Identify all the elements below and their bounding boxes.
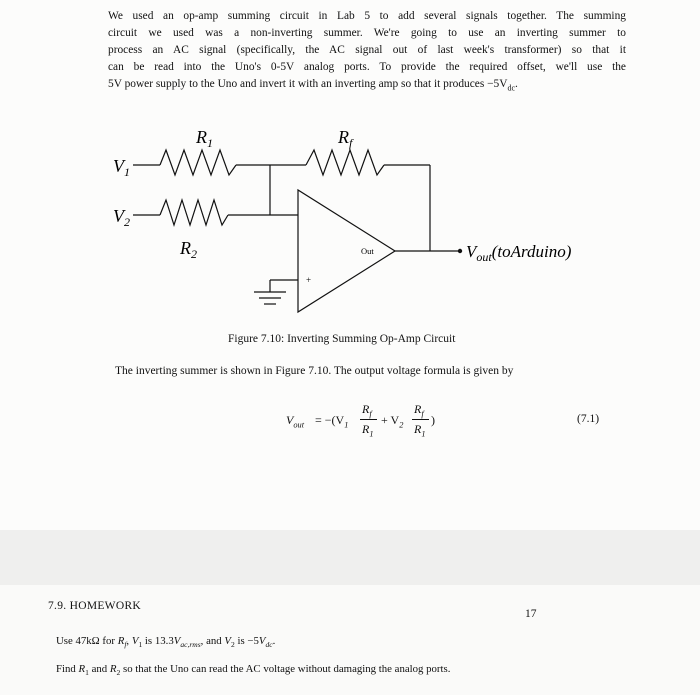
intro-sub: dc	[507, 83, 515, 93]
rf-label: $R_f$	[338, 127, 353, 150]
intro-line: can be read into the Uno's 0-5V analog ports. To provide the required offset, we'll use the	[108, 61, 626, 73]
intro-period: .	[514, 78, 518, 90]
plus-pin-label: +	[306, 275, 312, 285]
eq-frac2-den: $R_1$	[414, 422, 426, 439]
eq-frac1-den: $R_1$	[362, 422, 374, 439]
r2-resistor	[160, 200, 228, 225]
op-amp-circuit-diagram	[0, 0, 700, 330]
eq-lhs: $V_{out}$	[286, 413, 305, 430]
eq-frac2-num: $R_f$	[414, 402, 424, 419]
page-gap	[0, 530, 700, 585]
v2-label: $V_2$	[113, 206, 130, 229]
eq-plus: + $V_2$	[381, 413, 404, 430]
summary-sentence: The inverting summer is shown in Figure 7.10. The output voltage formula is given by	[115, 365, 514, 377]
intro-line-text: 5V power supply to the Uno and invert it with an inverting amp so that it produces −5V	[108, 78, 508, 90]
v1-label: $V_1$	[113, 156, 130, 179]
output-terminal	[458, 249, 462, 253]
intro-line: We used an op-amp summing circuit in Lab 5 to add several signals together. The summing	[108, 10, 626, 22]
r1-resistor	[160, 150, 236, 175]
eq-frac2-bar	[412, 419, 429, 420]
output-voltage-equation	[286, 402, 456, 442]
rf-resistor	[306, 150, 384, 175]
r2-label: $R_2$	[180, 238, 197, 261]
eq-frac1-bar	[360, 419, 377, 420]
homework-line-1: Use 47kΩ for $R_f$, $V_1$ is $13.3V_{ac,rms}$, and $V_2$ is $-5V_{dc}$.	[56, 635, 276, 650]
intro-line: circuit we used was a non-inverting summer. We're going to use an inverting summer to	[108, 27, 626, 39]
out-pin-label: Out	[361, 246, 374, 256]
section-heading: 7.9. HOMEWORK	[48, 600, 142, 612]
vout-label: $V_{out}(toArduino)$	[466, 242, 572, 264]
op-amp-triangle	[298, 190, 395, 312]
equation-number: (7.1)	[577, 413, 600, 425]
eq-close: )	[431, 413, 435, 427]
page-number: 17	[525, 608, 537, 620]
eq-open: = $-(V_1$	[315, 413, 349, 430]
homework-line-2: Find $R_1$ and $R_2$ so that the Uno can read the AC voltage without damaging the analog ports.	[56, 663, 451, 678]
intro-line: process an AC signal (specifically, the AC signal out of last week's transformer) so that it	[108, 44, 626, 56]
eq-frac1-num: $R_f$	[362, 402, 372, 419]
r1-label: $R_1$	[196, 127, 213, 150]
figure-caption: Figure 7.10: Inverting Summing Op-Amp Circuit	[228, 333, 456, 345]
